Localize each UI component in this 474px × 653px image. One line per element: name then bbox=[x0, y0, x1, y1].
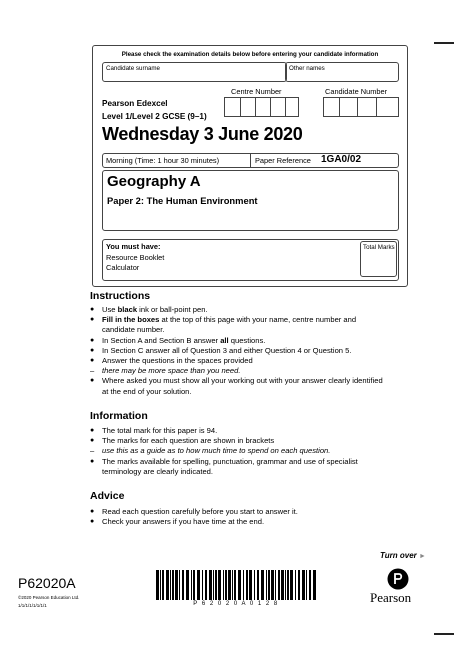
information-heading: Information bbox=[90, 410, 148, 422]
information-list bbox=[90, 426, 390, 477]
barcode-bar bbox=[166, 570, 169, 600]
list-item: ● In Section C answer all of Question 3 and either Question 4 or Question 5. bbox=[90, 346, 390, 356]
pearson-logo-text: Pearson bbox=[370, 590, 412, 605]
paper-title: Paper 2: The Human Environment bbox=[107, 195, 258, 206]
must-have-label: You must have: bbox=[106, 242, 161, 251]
barcode-text: P 6 2 0 2 0 A 0 1 2 8 bbox=[193, 601, 279, 607]
instructions-heading: Instructions bbox=[90, 290, 151, 302]
list-item: ● Fill in the boxes at the top of this page with your name, centre number and candidate number. bbox=[90, 315, 390, 335]
list-item: ● Read each question carefully before you start to answer it. bbox=[90, 507, 390, 517]
exam-board: Pearson Edexcel bbox=[102, 99, 168, 108]
barcode-bar bbox=[193, 570, 195, 600]
barcode-bar bbox=[218, 570, 221, 600]
barcode-bar bbox=[278, 570, 280, 600]
barcode-bar bbox=[249, 570, 252, 600]
paper-reference-label: Paper Reference bbox=[255, 156, 311, 165]
list-item: ● Use black ink or ball-point pen. bbox=[90, 305, 390, 315]
centre-number-field[interactable] bbox=[224, 97, 299, 117]
barcode-bar bbox=[202, 570, 203, 600]
list-item: ● Answer the questions in the spaces provided bbox=[90, 356, 390, 366]
registration-mark-top bbox=[434, 42, 454, 44]
subject-box bbox=[102, 170, 399, 231]
advice-heading: Advice bbox=[90, 490, 125, 502]
barcode-bar bbox=[285, 570, 286, 600]
barcode-bar bbox=[254, 570, 255, 600]
must-have-box bbox=[102, 239, 399, 281]
barcode-bar bbox=[290, 570, 293, 600]
barcode-bar bbox=[223, 570, 224, 600]
total-marks-label: Total Marks bbox=[363, 244, 395, 251]
barcode-bar bbox=[160, 570, 161, 600]
barcode-bar bbox=[225, 570, 227, 600]
paper-reference: 1GA0/02 bbox=[321, 154, 362, 165]
turn-over: Turn over ► bbox=[380, 551, 426, 560]
barcode-bar bbox=[243, 570, 244, 600]
must-have-item: Resource Booklet bbox=[106, 253, 165, 262]
barcode-bar bbox=[257, 570, 259, 600]
list-item: ● The total mark for this paper is 94. bbox=[90, 426, 390, 436]
barcode-bar bbox=[232, 570, 233, 600]
barcode-bar bbox=[191, 570, 192, 600]
barcode-bar bbox=[197, 570, 200, 600]
subject-title: Geography A bbox=[107, 173, 201, 190]
registration-mark-bottom bbox=[434, 633, 454, 635]
total-marks-box bbox=[360, 241, 397, 277]
barcode-bar bbox=[266, 570, 267, 600]
barcode-bar bbox=[298, 570, 300, 600]
barcode-bar bbox=[281, 570, 284, 600]
barcode-bar bbox=[162, 570, 164, 600]
list-item: ● In Section A and Section B answer all questions. bbox=[90, 336, 390, 346]
barcode-bar bbox=[156, 570, 159, 600]
barcode-bar bbox=[175, 570, 178, 600]
session-box bbox=[102, 153, 399, 168]
list-item: ● The marks available for spelling, punctuation, grammar and use of specialist terminology are clearly indicated. bbox=[90, 457, 390, 477]
barcode-bar bbox=[179, 570, 180, 600]
list-item: – use this as a guide as to how much time to spend on each question. bbox=[90, 446, 390, 456]
list-item: – there may be more space than you need. bbox=[90, 366, 390, 376]
exam-level: Level 1/Level 2 GCSE (9–1) bbox=[102, 112, 207, 121]
arrow-right-icon: ► bbox=[418, 553, 426, 560]
barcode-bar bbox=[209, 570, 212, 600]
other-names-field[interactable] bbox=[285, 62, 399, 82]
barcode-bar bbox=[215, 570, 217, 600]
barcode-bar bbox=[261, 570, 264, 600]
barcode-bar bbox=[295, 570, 296, 600]
barcode-bar bbox=[306, 570, 307, 600]
barcode-bar bbox=[182, 570, 184, 600]
barcode-bar bbox=[271, 570, 274, 600]
advice-list bbox=[90, 507, 390, 527]
list-item: ● Where asked you must show all your working out with your answer clearly identified at the end of your solution. bbox=[90, 376, 390, 396]
candidate-surname-field[interactable] bbox=[102, 62, 287, 82]
barcode-bar bbox=[172, 570, 174, 600]
print-code: 1/1/1/1/1/1/1/1 bbox=[18, 603, 47, 608]
barcode-bar bbox=[309, 570, 311, 600]
barcode-bar bbox=[234, 570, 236, 600]
barcode-bar bbox=[205, 570, 207, 600]
barcode bbox=[156, 570, 316, 600]
details-notice: Please check the examination details below before entering your candidate information bbox=[121, 51, 379, 58]
exam-date: Wednesday 3 June 2020 bbox=[102, 124, 303, 144]
barcode-bar bbox=[268, 570, 270, 600]
pearson-logo-icon bbox=[387, 568, 409, 590]
barcode-bar bbox=[287, 570, 289, 600]
paper-code: P62020A bbox=[18, 575, 76, 591]
must-have-item: Calculator bbox=[106, 263, 140, 272]
candidate-number-field[interactable] bbox=[323, 97, 399, 117]
barcode-bar bbox=[228, 570, 231, 600]
barcode-bar bbox=[238, 570, 241, 600]
barcode-bar bbox=[213, 570, 214, 600]
barcode-bar bbox=[186, 570, 189, 600]
barcode-bar bbox=[302, 570, 305, 600]
centre-number-label: Centre Number bbox=[231, 87, 282, 96]
exam-session: Morning (Time: 1 hour 30 minutes) bbox=[106, 156, 220, 165]
barcode-bar bbox=[170, 570, 171, 600]
barcode-bar bbox=[313, 570, 316, 600]
copyright: ©2020 Pearson Education Ltd. bbox=[18, 595, 80, 600]
barcode-bar bbox=[246, 570, 248, 600]
candidate-details-box bbox=[92, 45, 408, 287]
instructions-list bbox=[90, 305, 390, 397]
candidate-surname-label: Candidate surname bbox=[106, 65, 161, 72]
candidate-number-label: Candidate Number bbox=[325, 87, 388, 96]
barcode-bar bbox=[275, 570, 276, 600]
session-divider bbox=[250, 154, 251, 167]
list-item: ● The marks for each question are shown in brackets bbox=[90, 436, 390, 446]
list-item: ● Check your answers if you have time at the end. bbox=[90, 517, 390, 527]
other-names-label: Other names bbox=[289, 65, 325, 72]
